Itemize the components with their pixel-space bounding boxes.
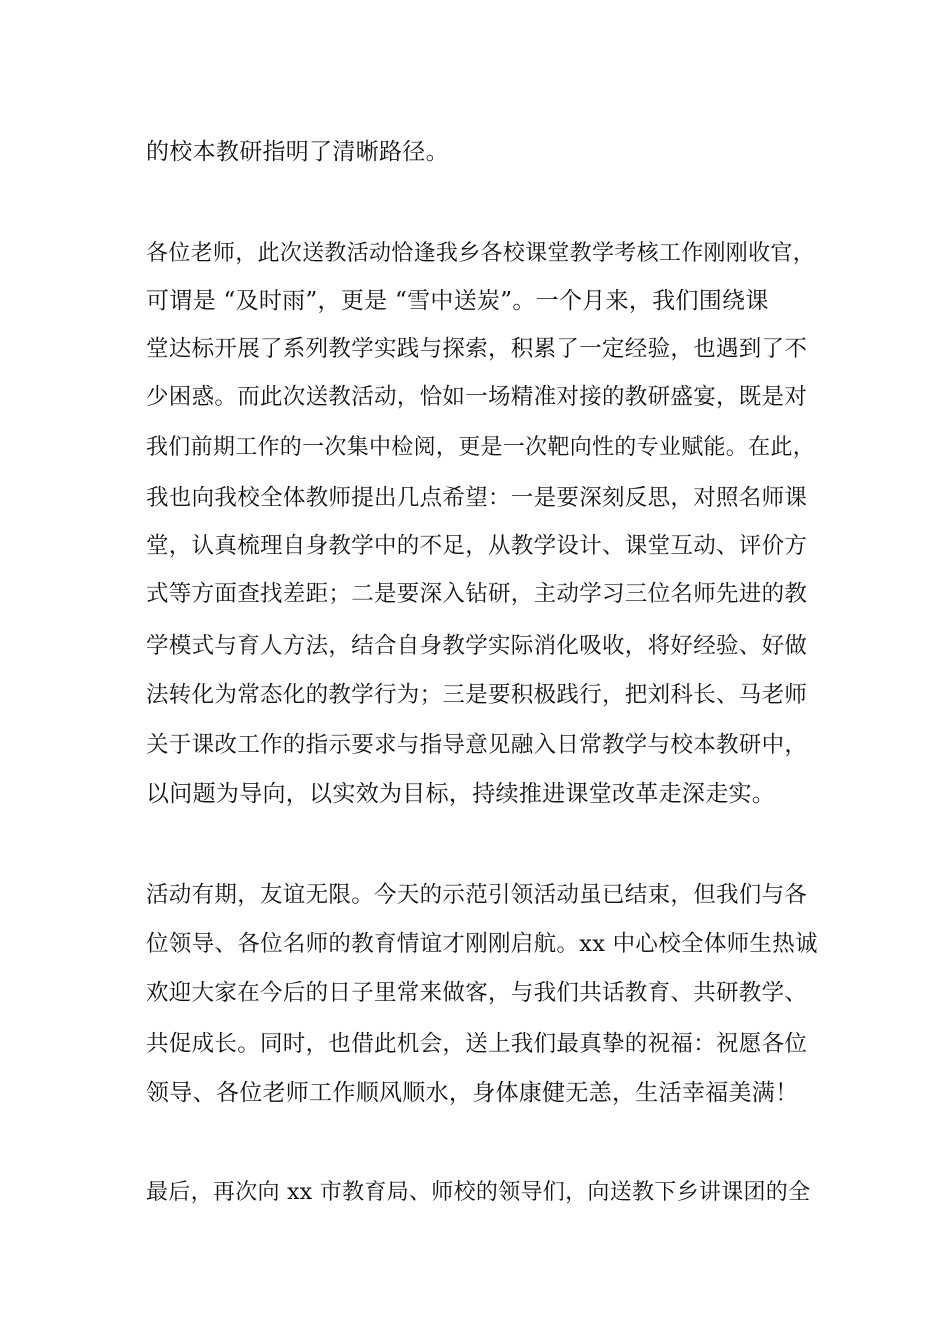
text-line: 学模式与育人方法，结合自身教学实际消化吸收，将好经验、好做	[146, 633, 808, 659]
text-line: 我们前期工作的一次集中检阅，更是一次靶向性的专业赋能。在此，	[146, 435, 816, 460]
text-line: 位领导、各位名师的教育情谊才刚刚启航。xx 中心校全体师生热诚	[146, 931, 818, 957]
text-line: 领导、各位老师工作顺风顺水，身体康健无恙，生活幸福美满！	[146, 1080, 799, 1106]
text-line: 最后，再次向 xx 市教育局、师校的领导们，向送教下乡讲课团的全	[146, 1180, 811, 1205]
text-line: 关于课改工作的指示要求与指导意见融入日常教学与校本教研中，	[146, 732, 808, 758]
text-line: 堂达标开展了系列教学实践与探索，积累了一定经验，也遇到了不	[146, 336, 808, 362]
text-line: 的校本教研指明了清晰路径。	[146, 139, 449, 165]
text-line: 可谓是 “及时雨”，更是 “雪中送炭”。一个月来，我们围绕课	[146, 288, 769, 314]
text-line: 我也向我校全体教师提出几点希望：一是要深刻反思，对照名师课	[146, 485, 808, 511]
text-line: 以问题为导向，以实效为目标，持续推进课堂改革走深走实。	[146, 781, 776, 807]
text-line: 共促成长。同时，也借此机会，送上我们最真挚的祝福：祝愿各位	[146, 1031, 808, 1057]
text-line: 少困惑。而此次送教活动，恰如一场精准对接的教研盛宴，既是对	[146, 384, 808, 410]
text-line: 活动有期，友谊无限。今天的示范引领活动虽已结束，但我们与各	[146, 882, 808, 908]
text-line: 堂，认真梳理自身教学中的不足，从教学设计、课堂互动、评价方	[146, 533, 808, 559]
text-line: 法转化为常态化的教学行为；三是要积极践行，把刘科长、马老师	[146, 682, 808, 708]
text-line: 欢迎大家在今后的日子里常来做客，与我们共话教育、共研教学、	[146, 980, 808, 1006]
text-line: 式等方面查找差距；二是要深入钻研，主动学习三位名师先进的教	[146, 581, 808, 607]
text-line: 各位老师，此次送教活动恰逢我乡各校课堂教学考核工作刚刚收官，	[146, 241, 816, 266]
